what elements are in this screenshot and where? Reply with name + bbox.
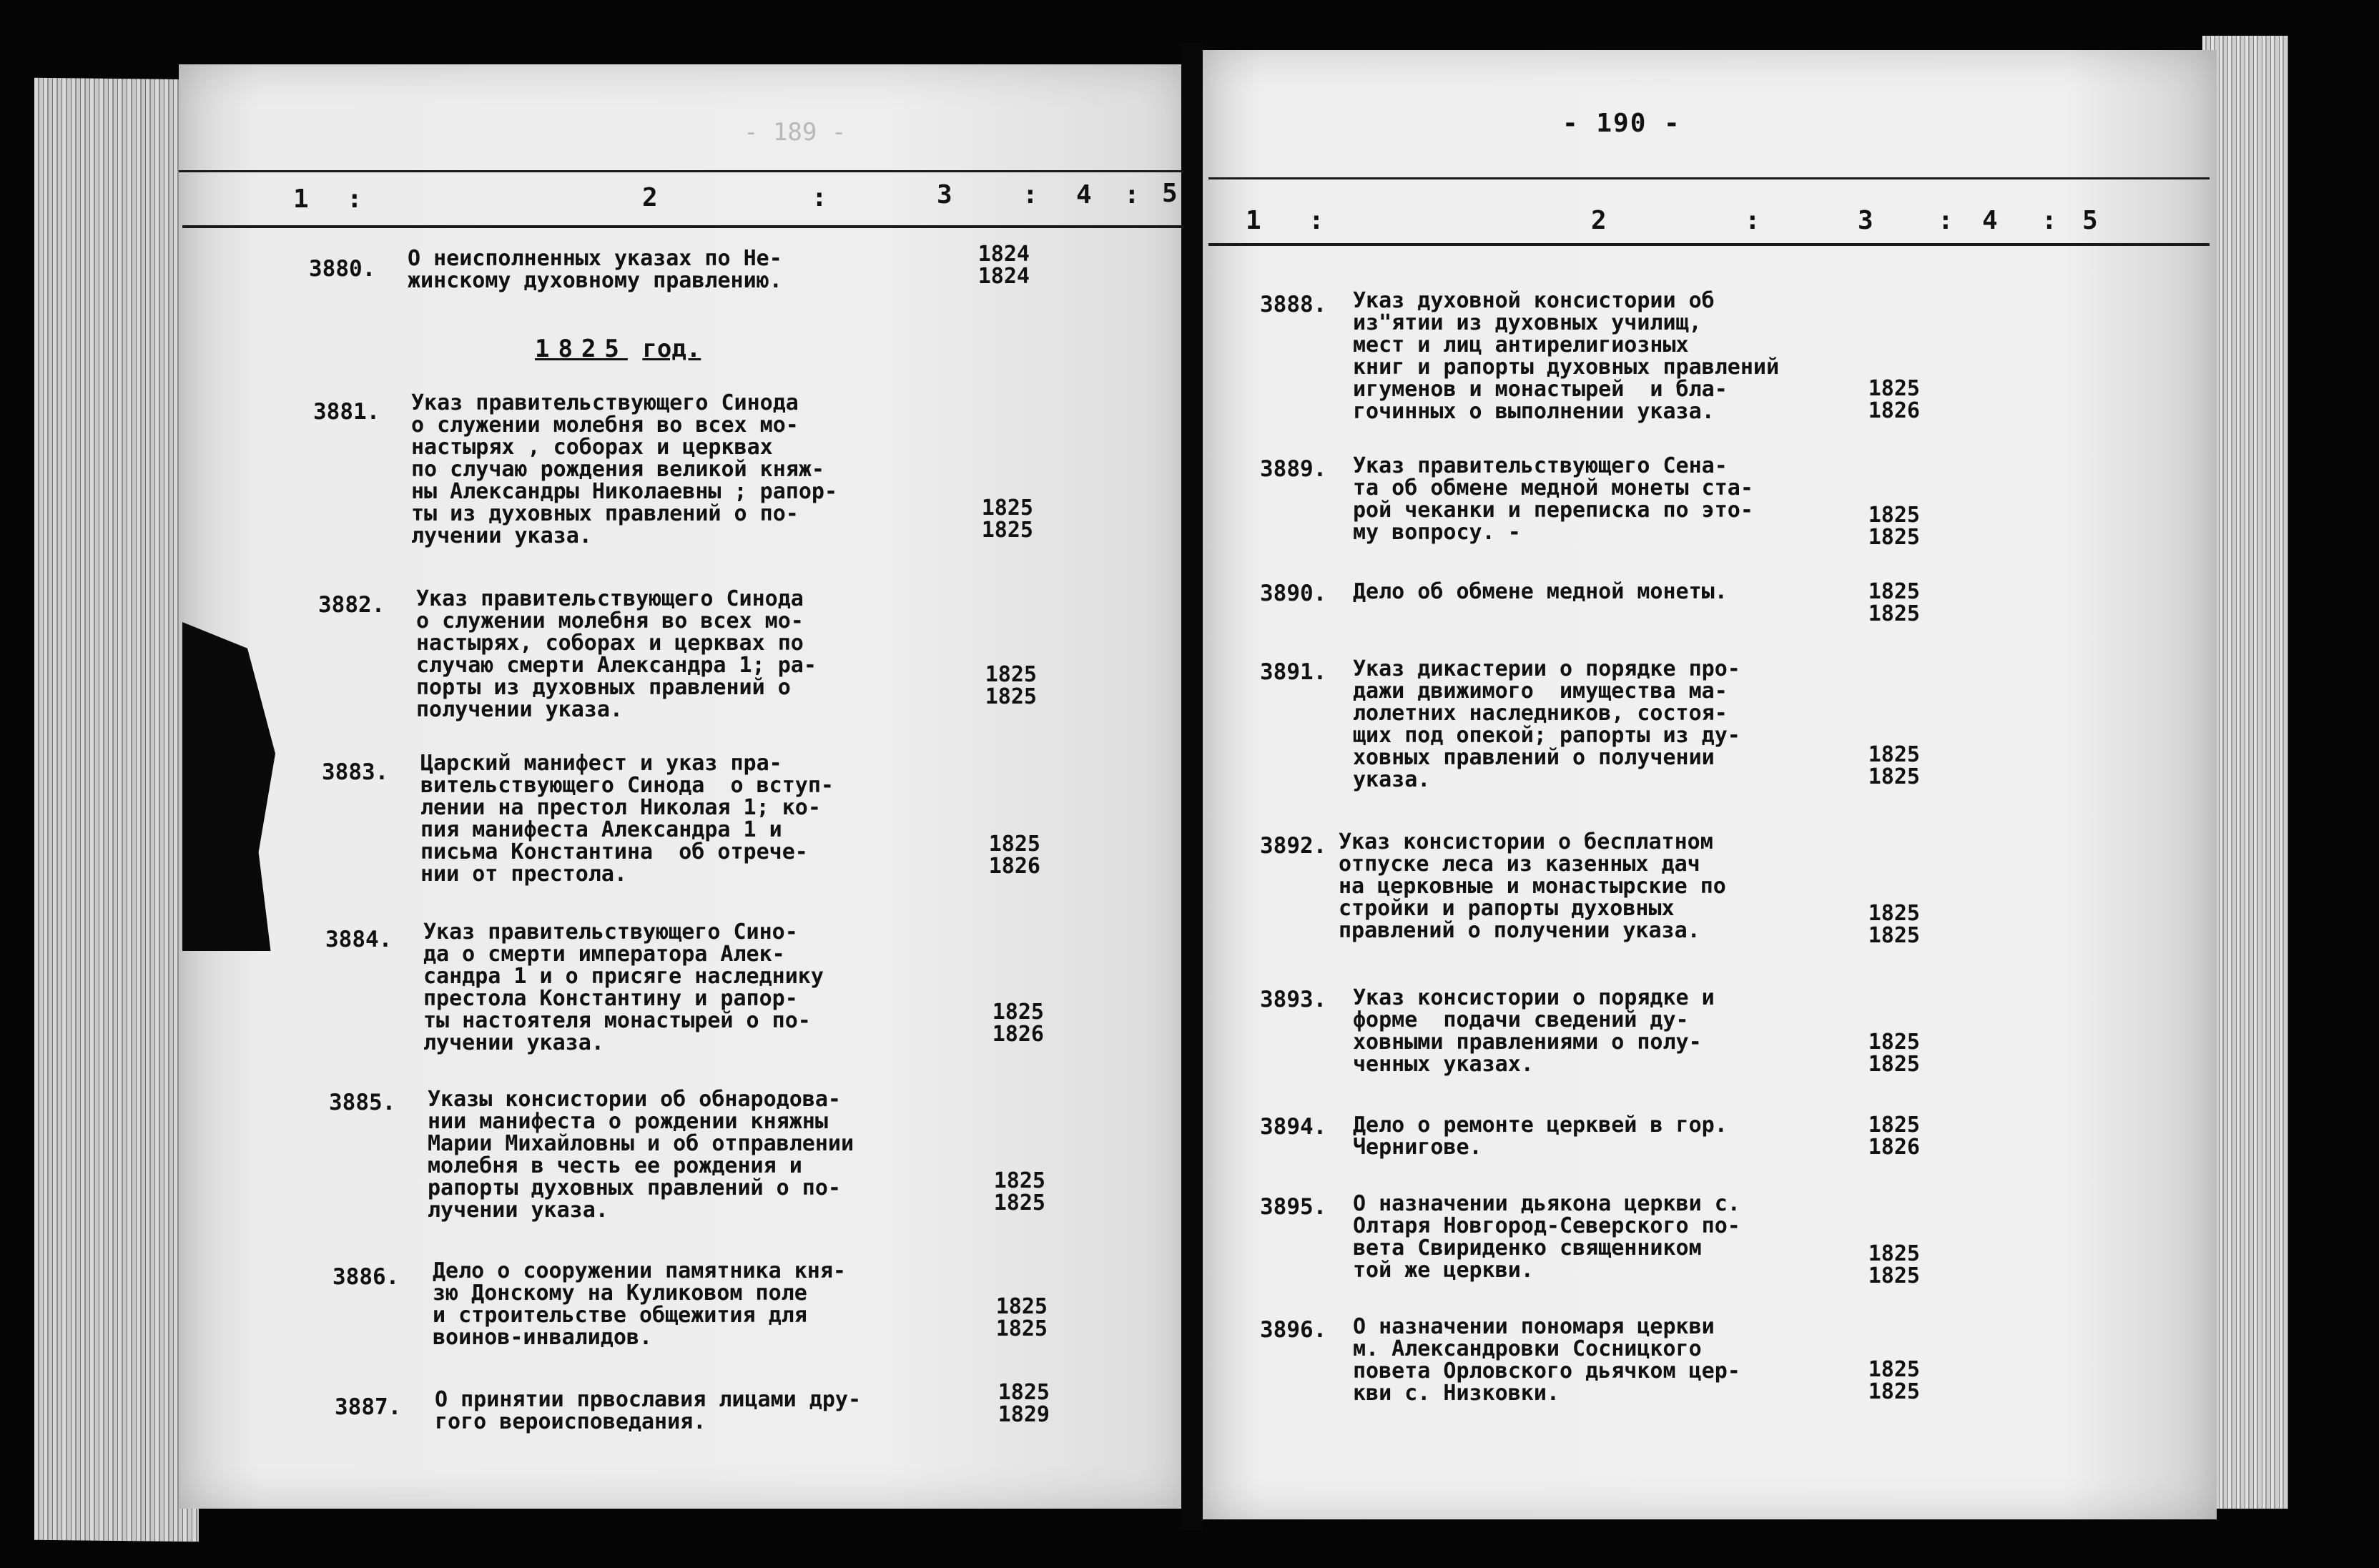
- col-sep: :: [1309, 206, 1324, 235]
- entry-years: 1825 1825: [1868, 503, 1920, 550]
- right-page-number: - 190 -: [1562, 109, 1681, 138]
- entry-description: Указ дикастерии о порядке про- дажи движимого имущества ма- лолетних наследников, состоя- щих под опекой; рапорты из ду- ховных правлений о получении указа.: [1353, 656, 1740, 792]
- entry-years: 1825 1825: [1868, 1357, 1920, 1404]
- col-sep: :: [2041, 206, 2057, 235]
- entry-description: Указ консистории о порядке и форме подачи сведений ду- ховными правлениями о полу- ченных указах.: [1353, 985, 1715, 1077]
- entry-description: Указ правительствующего Сена- та об обмене медной монеты ста- рой чеканки и переписка по это- му вопросу. -: [1353, 453, 1753, 545]
- entry-description: Указ правительствующего Синода о служении молебня во всех мо- настырях , соборах и церквах по случаю рождения великой княж- ны Александры Николаевны ; рапор- ты из духовных правлений о по- лучении указа.: [411, 390, 838, 548]
- entry-number: 3886.: [333, 1264, 400, 1290]
- col-3-label: 3: [937, 180, 952, 209]
- entry-number: 3885.: [329, 1090, 396, 1115]
- entry-number: 3888.: [1260, 292, 1327, 317]
- entry-years: 1825 1825: [1868, 1241, 1920, 1288]
- entry-description: Указы консистории об обнародова- нии манифеста о рождении княжны Марии Михайловны и об отправлении молебня в честь ее рождения и рапорты духовных правлений о по- лучении указа.: [428, 1087, 854, 1223]
- entry-years: 1824 1824: [977, 242, 1030, 289]
- col-1-label: 1: [293, 184, 309, 214]
- col-5-label: 5: [1162, 179, 1178, 208]
- entry-description: О назначении пономаря церкви м. Александровки Сосницкого повета Орловского дьячком цер- кви с. Низковки.: [1353, 1314, 1740, 1406]
- entry-number: 3880.: [309, 256, 376, 282]
- col-5-label: 5: [2082, 206, 2098, 235]
- entry-number: 3896.: [1260, 1317, 1327, 1343]
- entry-description: Указ правительствующего Синода о служении молебня во всех мо- настырях, соборах и церквах по случаю смерти Александра 1; ра- порты из духовных правлений о получении указа.: [416, 586, 817, 722]
- entry-years: 1825 1826: [1868, 376, 1920, 423]
- entry-years: 1825 1825: [981, 495, 1033, 543]
- entry-number: 3889.: [1260, 456, 1327, 482]
- entry-number: 3890.: [1260, 581, 1327, 606]
- entry-number: 3891.: [1260, 659, 1327, 685]
- col-4-label: 4: [1076, 180, 1092, 209]
- col-3-label: 3: [1858, 206, 1873, 235]
- entry-years: 1825 1826: [988, 832, 1040, 879]
- entry-description: О принятии првославия лицами дру- гого вероисповедания.: [435, 1387, 862, 1434]
- entry-number: 3881.: [313, 399, 380, 425]
- entry-number: 3893.: [1260, 987, 1327, 1012]
- entry-years: 1825 1825: [1868, 742, 1920, 789]
- col-4-label: 4: [1982, 206, 1998, 235]
- year-heading: 1825 год.: [535, 335, 701, 363]
- entry-years: 1825 1825: [1868, 579, 1920, 626]
- entry-years: 1825 1825: [1868, 901, 1920, 948]
- entry-years: 1825 1826: [1868, 1113, 1920, 1160]
- entry-description: Указ консистории о бесплатном отпуске леса из казенных дач на церковные и монастырские по стройки и рапорты духовных правлений о получении указа.: [1339, 829, 1726, 943]
- entry-description: Дело о сооружении памятника кня- зю Донскому на Куликовом поле и строительстве общежития для воинов-инвалидов.: [433, 1258, 846, 1350]
- col-sep: :: [1745, 206, 1760, 235]
- entry-years: 1825 1825: [1868, 1030, 1920, 1077]
- col-2-label: 2: [642, 183, 658, 212]
- left-page-edges: [34, 78, 199, 1542]
- entry-number: 3895.: [1260, 1194, 1327, 1220]
- book-gutter: [1181, 43, 1203, 1530]
- entry-number: 3882.: [318, 592, 385, 618]
- right-header-bottom-rule: [1208, 243, 2210, 246]
- entry-description: О неисполненных указах по Не- жинскому духовному правлению.: [408, 246, 782, 293]
- col-1-label: 1: [1246, 206, 1261, 235]
- left-header-top-rule: [179, 170, 1183, 172]
- col-sep: :: [1124, 180, 1140, 209]
- entry-description: О назначении дьякона церкви с. Олтаря Новгород-Северского по- вета Свириденко священником той же церкви.: [1353, 1191, 1740, 1283]
- entry-number: 3883.: [322, 759, 389, 785]
- col-sep: :: [347, 184, 363, 214]
- entry-years: 1825 1826: [992, 1000, 1044, 1047]
- entry-number: 3887.: [335, 1394, 402, 1420]
- entry-years: 1825 1825: [985, 662, 1037, 709]
- entry-description: Царский манифест и указ пра- вительствующего Синода о вступ- лении на престол Николая 1; ко- пия манифеста Александра 1 и письма Константина об отрече- нии от престола.: [420, 751, 834, 887]
- entry-years: 1825 1825: [993, 1168, 1045, 1216]
- entry-description: Указ духовной консистории об из"ятии из духовных училищ, мест и лиц антирелигиозных книг и рапорты духовных правлений игуменов и монастырей и бла- гочинных о выполнении указа.: [1353, 288, 1780, 424]
- entry-years: 1825 1825: [995, 1294, 1048, 1341]
- col-2-label: 2: [1591, 206, 1607, 235]
- entry-number: 3884.: [325, 927, 393, 952]
- entry-years: 1825 1829: [998, 1380, 1050, 1427]
- entry-description: Указ правительствующего Сино- да о смерти императора Алек- сандра 1 и о присяге наследнику престола Константину и рапор- ты настоятеля монастырей о по- лучении указа.: [423, 919, 824, 1055]
- left-header-bottom-rule: [182, 225, 1183, 228]
- col-sep: :: [1938, 206, 1954, 235]
- col-sep: :: [812, 183, 827, 212]
- left-page-number: - 189 -: [744, 118, 847, 147]
- col-sep: :: [1023, 180, 1038, 209]
- entry-description: Дело о ремонте церквей в гор. Чернигове.: [1353, 1113, 1728, 1160]
- entry-number: 3892.: [1260, 833, 1327, 859]
- entry-number: 3894.: [1260, 1114, 1327, 1140]
- entry-description: Дело об обмене медной монеты.: [1353, 579, 1728, 604]
- right-header-top-rule: [1208, 177, 2210, 179]
